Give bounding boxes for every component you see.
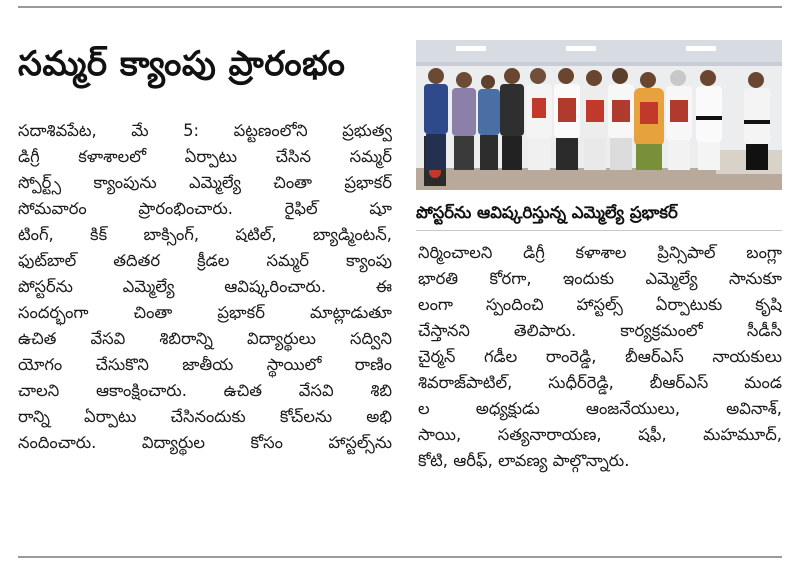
article-body-right (418, 240, 782, 474)
body-line: చాలని ఆకాంక్షించారు. ఉచిత వేసవి శిబి (18, 381, 392, 400)
body-line: కోటి, ఆరీఫ్‌, లావణ్య పాల్గొన్నారు. (418, 451, 630, 470)
top-rule (18, 6, 782, 8)
body-line: డిగ్రీ కళాశాలలో ఏర్పాటు చేసిన సమ్మర్‌ (18, 147, 392, 166)
body-line: సాయి, సత్యనారాయణ, షఫీ, మహమూద్‌, (418, 425, 782, 444)
body-line: పోస్టర్‌ను ఎమ్మెల్యే ఆవిష్కరించారు. ఈ (18, 277, 392, 296)
body-line: భారతి కోరగా, ఇందుకు ఎమ్మెల్యే సానుకూ (418, 269, 782, 288)
body-line: నందించారు. విద్యార్థుల కోసం హాస్టల్స్‌ను (18, 433, 392, 452)
article-headline: సమ్మర్‌ క్యాంపు ప్రారంభం (18, 44, 346, 84)
body-line: టింగ్‌, కిక్‌ బాక్సింగ్‌, షటిల్‌, బ్యాడ్మింటన్‌, (18, 225, 392, 244)
article-body-left (18, 118, 392, 456)
body-line: స్పోర్ట్స్‌ క్యాంపును ఎమ్మెల్యే చింతా ప్రభాకర్‌ (18, 173, 392, 192)
group-photo-image (416, 40, 782, 190)
body-line: సందర్భంగా చింతా ప్రభాకర్‌ మాట్లాడుతూ (18, 303, 392, 322)
body-line: చేస్తానని తెలిపారు. కార్యక్రమంలో సీడీసీ (418, 321, 782, 340)
body-line: శివరాజ్‌పాటిల్‌, సుధీర్‌రెడ్డి, బీఆర్‌ఎస్‌ మండ (418, 373, 782, 392)
body-line: ఉచిత వేసవి శిబిరాన్ని విద్యార్థులు సద్విని (18, 329, 392, 348)
body-line: ఫుట్‌బాల్‌ తదితర క్రీడల సమ్మర్‌ క్యాంపు (18, 251, 392, 270)
news-photo (416, 40, 782, 190)
body-line: లంగా స్పందించి హాస్టల్స్‌ ఏర్పాటుకు కృషి (418, 295, 782, 314)
photo-caption: పోస్టర్‌ను ఆవిష్కరిస్తున్న ఎమ్మెల్యే ప్రభాకర్‌ (416, 196, 782, 231)
bottom-rule (18, 556, 782, 558)
body-line: సోమవారం ప్రారంభించారు. రైఫిల్‌ షూ (18, 199, 392, 218)
body-line: రాన్ని ఏర్పాటు చేసినందుకు కోచ్‌లను అభి (18, 407, 392, 426)
body-line: ల అధ్యక్షుడు ఆంజనేయులు, అవినాశ్‌, (418, 399, 782, 418)
body-line: చైర్మన్‌ గడీల రాంరెడ్డి, బీఆర్‌ఎస్‌ నాయకులు (418, 347, 782, 366)
body-line: సదాశివపేట, మే 5: పట్టణంలోని ప్రభుత్వ (18, 121, 392, 140)
body-line: యోగం చేసుకొని జాతీయ స్థాయిలో రాణిం (18, 355, 392, 374)
body-line: నిర్మించాలని డిగ్రీ కళాశాల ప్రిన్సిపాల్‌ బంగ్లా (418, 243, 782, 262)
